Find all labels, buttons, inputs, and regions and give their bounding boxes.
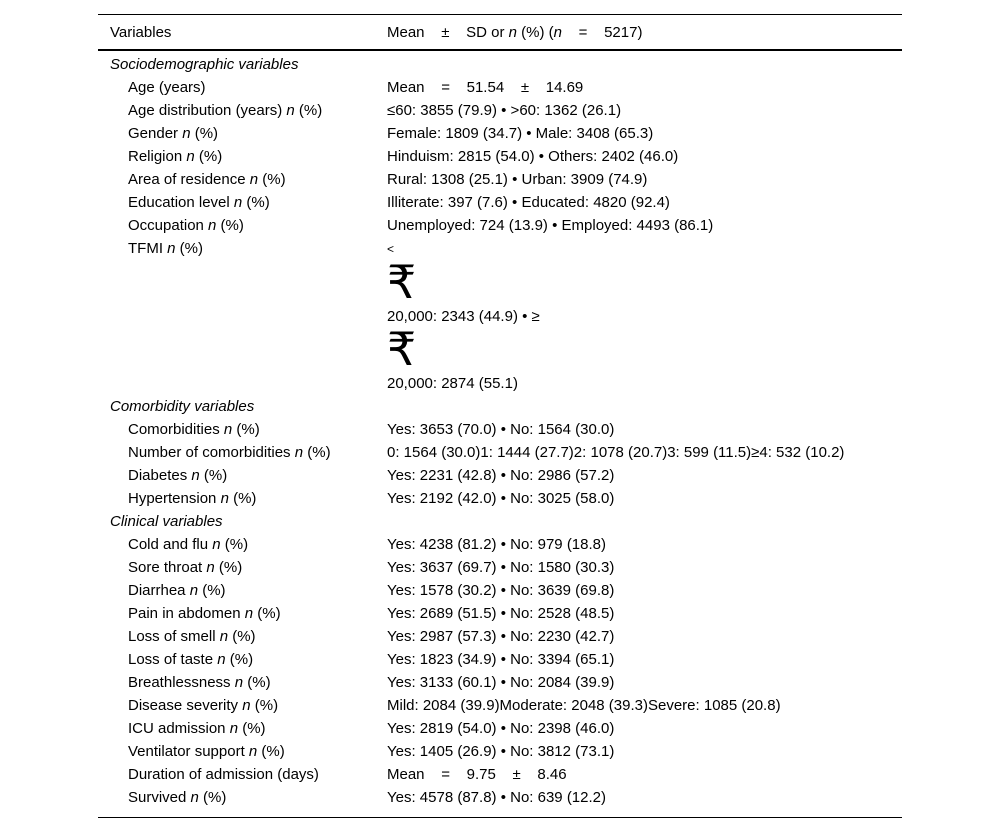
row-label: Duration of admission (days) (128, 766, 319, 783)
table-row (98, 214, 902, 237)
row-label: Ventilator support n (%) (128, 743, 285, 760)
row-label: Gender n (%) (128, 125, 219, 142)
row-label: Number of comorbidities n (%) (128, 444, 331, 461)
row-value: Unemployed: 724 (13.9) • Employed: 4493 (86.1) (387, 217, 714, 234)
row-value: Yes: 4578 (87.8) • No: 639 (12.2) (387, 789, 607, 806)
table-section (98, 53, 902, 395)
summary-statistics-table (98, 14, 902, 818)
section-title: Sociodemographic variables (110, 56, 299, 73)
table-row (98, 763, 902, 786)
section-rows (98, 76, 902, 395)
row-value: Yes: 2987 (57.3) • No: 2230 (42.7) (387, 628, 615, 645)
row-label: Age (years) (128, 79, 206, 96)
table-row (98, 717, 902, 740)
row-value: Yes: 1578 (30.2) • No: 3639 (69.8) (387, 582, 615, 599)
table-section (98, 510, 902, 809)
row-label: Occupation n (%) (128, 217, 244, 234)
row-value: Mean = 9.75 ± 8.46 (387, 766, 567, 783)
table-row (98, 168, 902, 191)
row-value: Mean = 51.54 ± 14.69 (387, 79, 584, 96)
table-section (98, 395, 902, 510)
table-row (98, 671, 902, 694)
row-label: Education level n (%) (128, 194, 270, 211)
row-value: Female: 1809 (34.7) • Male: 3408 (65.3) (387, 125, 654, 142)
table-row (98, 487, 902, 510)
row-value: Yes: 3653 (70.0) • No: 1564 (30.0) (387, 421, 615, 438)
row-label: Survived n (%) (128, 789, 227, 806)
row-value: Illiterate: 397 (7.6) • Educated: 4820 (92.4) (387, 194, 670, 211)
row-value: Hinduism: 2815 (54.0) • Others: 2402 (46.0) (387, 148, 679, 165)
section-title: Clinical variables (110, 513, 223, 530)
table-row (98, 99, 902, 122)
section-rows (98, 533, 902, 809)
row-value: 0: 1564 (30.0)1: 1444 (27.7)2: 1078 (20.7)3: 599 (11.5)≥4: 532 (10.2) (387, 444, 845, 461)
table-row (98, 145, 902, 168)
row-value: Yes: 2192 (42.0) • No: 3025 (58.0) (387, 490, 615, 507)
row-label: Diarrhea n (%) (128, 582, 226, 599)
table-row (98, 786, 902, 809)
row-label: Religion n (%) (128, 148, 223, 165)
table-row (98, 602, 902, 625)
row-label: Disease severity n (%) (128, 697, 279, 714)
row-label: TFMI n (%) (128, 240, 203, 257)
table-row (98, 740, 902, 763)
row-value: Yes: 2819 (54.0) • No: 2398 (46.0) (387, 720, 615, 737)
row-label: Sore throat n (%) (128, 559, 243, 576)
row-label: Cold and flu n (%) (128, 536, 249, 553)
row-value: Yes: 1405 (26.9) • No: 3812 (73.1) (387, 743, 615, 760)
header-variables-label: Variables (110, 24, 172, 41)
row-label: ICU admission n (%) (128, 720, 266, 737)
table-row (98, 191, 902, 214)
row-label: Breathlessness n (%) (128, 674, 271, 691)
row-value: ≤60: 3855 (79.9) • >60: 1362 (26.1) (387, 102, 622, 119)
row-label: Hypertension n (%) (128, 490, 257, 507)
row-value: Yes: 3133 (60.1) • No: 2084 (39.9) (387, 674, 615, 691)
row-value: < ₹ 20,000: 2343 (44.9) • ≥ ₹ 20,000: 2874 (55.1) (387, 242, 540, 392)
row-value: Yes: 1823 (34.9) • No: 3394 (65.1) (387, 651, 615, 668)
row-value: Yes: 2689 (51.5) • No: 2528 (48.5) (387, 605, 615, 622)
rupee-sign: ₹ (387, 255, 417, 309)
table-row (98, 694, 902, 717)
table-row (98, 418, 902, 441)
table-row (98, 579, 902, 602)
row-value: Yes: 3637 (69.7) • No: 1580 (30.3) (387, 559, 615, 576)
row-label: Age distribution (years) n (%) (128, 102, 323, 119)
row-label: Area of residence n (%) (128, 171, 286, 188)
table-row (98, 237, 902, 395)
table-row (98, 76, 902, 99)
row-value: Rural: 1308 (25.1) • Urban: 3909 (74.9) (387, 171, 648, 188)
table-body (98, 51, 902, 817)
table-row (98, 441, 902, 464)
row-value: Mild: 2084 (39.9)Moderate: 2048 (39.3)Severe: 1085 (20.8) (387, 697, 781, 714)
row-value: Yes: 4238 (81.2) • No: 979 (18.8) (387, 536, 607, 553)
table-row (98, 648, 902, 671)
row-label: Comorbidities n (%) (128, 421, 260, 438)
row-label: Loss of taste n (%) (128, 651, 254, 668)
table-row (98, 533, 902, 556)
table-row (98, 556, 902, 579)
row-value: Yes: 2231 (42.8) • No: 2986 (57.2) (387, 467, 615, 484)
table-row (98, 464, 902, 487)
table-row (98, 122, 902, 145)
row-label: Diabetes n (%) (128, 467, 228, 484)
row-label: Pain in abdomen n (%) (128, 605, 281, 622)
row-label: Loss of smell n (%) (128, 628, 256, 645)
section-rows (98, 418, 902, 510)
section-title: Comorbidity variables (110, 398, 255, 415)
table-row (98, 625, 902, 648)
table-header-row (98, 15, 902, 51)
header-value-label: Mean ± SD or n (%) (n = 5217) (387, 24, 643, 41)
rupee-sign: ₹ (387, 322, 417, 376)
